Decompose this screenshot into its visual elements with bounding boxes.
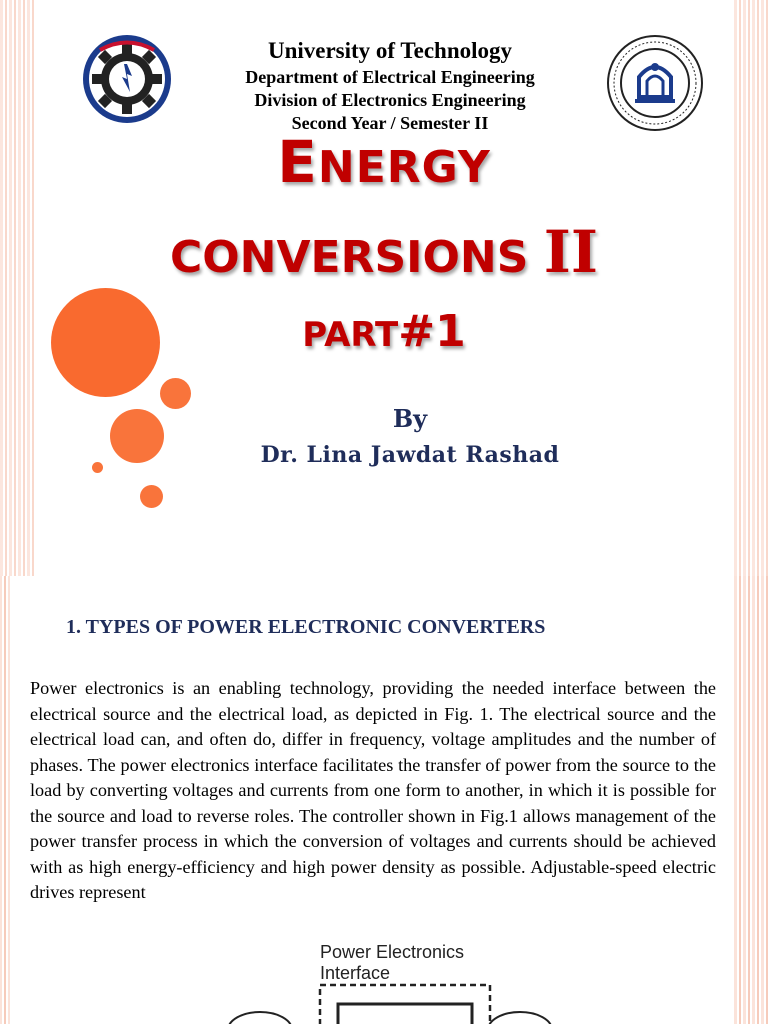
figure-label [320,942,464,984]
by-label: By [392,404,428,433]
title-initial: E [277,128,318,196]
university-seal-icon [605,33,705,133]
title-rest: NERGY [317,142,491,193]
decorative-stripes-right [734,0,768,576]
title-line-2 [0,218,768,286]
load-circle [488,1012,552,1024]
university-name: University of Technology [267,38,513,63]
header-block [180,36,600,135]
department-name: Department of Electrical Engineering [245,67,535,87]
title-part: PART [302,315,399,355]
year-semester: Second Year / Semester II [291,113,489,133]
figure-label-line-1: Power Electronics [320,942,465,962]
decorative-stripes-left [0,576,12,1024]
body-paragraph: Power electronics is an enabling technology, providing the needed interface between the electrical source and the electrical load, as depicted in Fig. 1. The electrical source and the electrical load can, and often do, differ in frequency, voltage amplitudes and the number of phases. The power electronics interface facilitates the transfer of power from the source to the load by converting voltages and currents from one form to another, in which it is possible for the source and load to reverse roles. The controller shown in Fig.1 allows management of the power transfer process in which the conversion of voltages and currents should be achieved with as high energy-efficiency and high power density as possible. Adjustable-speed electric drives represent [30,678,716,902]
source-circle [228,1012,292,1024]
title-part-number: #1 [398,306,466,357]
content-slide [0,576,768,1024]
decorative-stripes-right [734,576,768,1024]
title-line-3 [0,306,768,357]
title-conversions: CONVERSIONS [169,232,544,283]
decorative-circle-small [140,485,163,508]
title-line-1 [0,128,768,196]
decorative-stripes-left [0,0,34,576]
converter-box [338,1004,472,1024]
author-name: Dr. Lina Jawdat Rashad [260,442,560,468]
figure-label-line-2: Interface [320,963,391,983]
title-roman-numeral: II [543,218,599,286]
section-heading: 1. TYPES OF POWER ELECTRONIC CONVERTERS [66,616,546,638]
figure-diagram [220,980,560,1024]
department-emblem-icon [80,30,174,128]
division-name: Division of Electronics Engineering [254,90,526,110]
